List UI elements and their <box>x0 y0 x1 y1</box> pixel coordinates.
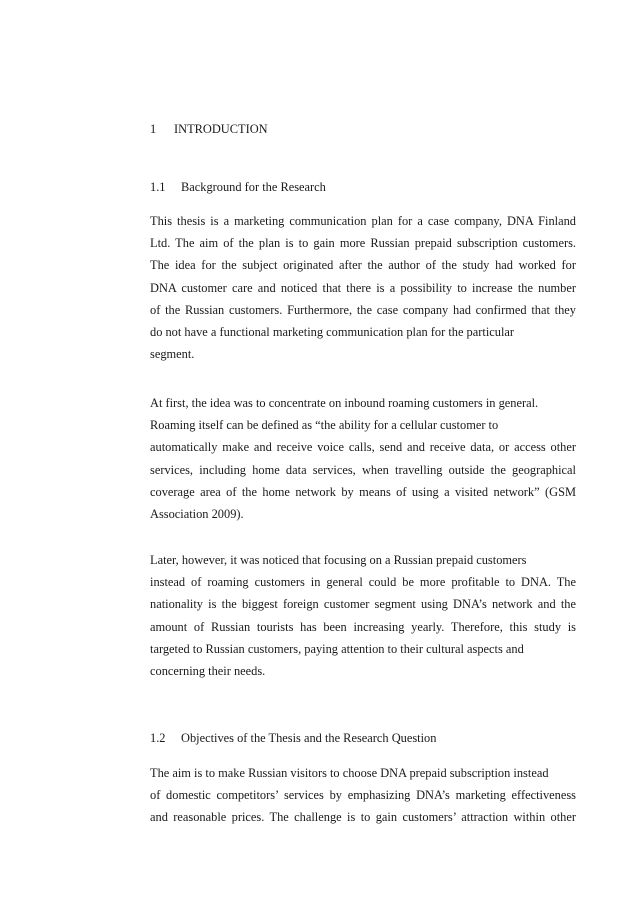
paragraph-focus <box>150 549 576 682</box>
paragraph-line: At first, the idea was to concentrate on inbound roaming customers in general. <box>150 396 539 410</box>
paragraph-roaming <box>150 392 576 525</box>
paragraph-line: amount of Russian tourists has been increasing yearly. Therefore, this study is <box>150 619 576 634</box>
section-1-1-heading <box>150 179 326 195</box>
section-title: Objectives of the Thesis and the Research Question <box>181 731 437 745</box>
paragraph-background <box>150 210 576 365</box>
paragraph-line: The aim is to make Russian visitors to choose DNA prepaid subscription instead <box>150 766 549 780</box>
paragraph-line: Roaming itself can be defined as “the ability for a cellular customer to <box>150 418 499 433</box>
section-number: 1.1 <box>150 180 166 194</box>
paragraph-line: DNA customer care and noticed that there is a possibility to increase the number <box>150 280 576 295</box>
paragraph-objectives <box>150 762 576 829</box>
paragraph-line: of the Russian customers. Furthermore, the case company had confirmed that they <box>150 302 576 317</box>
paragraph-line: concerning their needs. <box>150 664 266 679</box>
paragraph-line: and reasonable prices. The challenge is to gain customers’ attraction within other <box>150 810 576 825</box>
section-number: 1.2 <box>150 731 166 745</box>
paragraph-line: targeted to Russian customers, paying attention to their cultural aspects and <box>150 641 524 656</box>
paragraph-line: Ltd. The aim of the plan is to gain more Russian prepaid subscription customers. <box>150 236 576 251</box>
paragraph-line: automatically make and receive voice calls, send and receive data, or access other <box>150 440 576 455</box>
paragraph-line: of domestic competitors’ services by emphasizing DNA’s marketing effectiveness <box>150 788 576 803</box>
paragraph-line: coverage area of the home network by means of using a visited network” (GSM <box>150 484 576 499</box>
paragraph-line: segment. <box>150 347 195 362</box>
paragraph-line: Later, however, it was noticed that focusing on a Russian prepaid customers <box>150 553 527 567</box>
paragraph-line: Association 2009). <box>150 507 244 522</box>
section-1-heading <box>150 121 268 137</box>
paragraph-line: do not have a functional marketing communication plan for the particular <box>150 325 515 340</box>
paragraph-line: nationality is the biggest foreign customer segment using DNA’s network and the <box>150 597 576 612</box>
section-number: 1 <box>150 122 157 136</box>
paragraph-line: The idea for the subject originated after the author of the study had worked for <box>150 258 576 273</box>
section-title: Background for the Research <box>181 180 326 194</box>
paragraph-line: instead of roaming customers in general could be more profitable to DNA. The <box>150 575 576 590</box>
section-1-2-heading <box>150 730 436 746</box>
section-title: INTRODUCTION <box>174 122 268 136</box>
paragraph-line: services, including home data services, when travelling outside the geographical <box>150 462 576 477</box>
paragraph-line: This thesis is a marketing communication plan for a case company, DNA Finland <box>150 214 576 228</box>
